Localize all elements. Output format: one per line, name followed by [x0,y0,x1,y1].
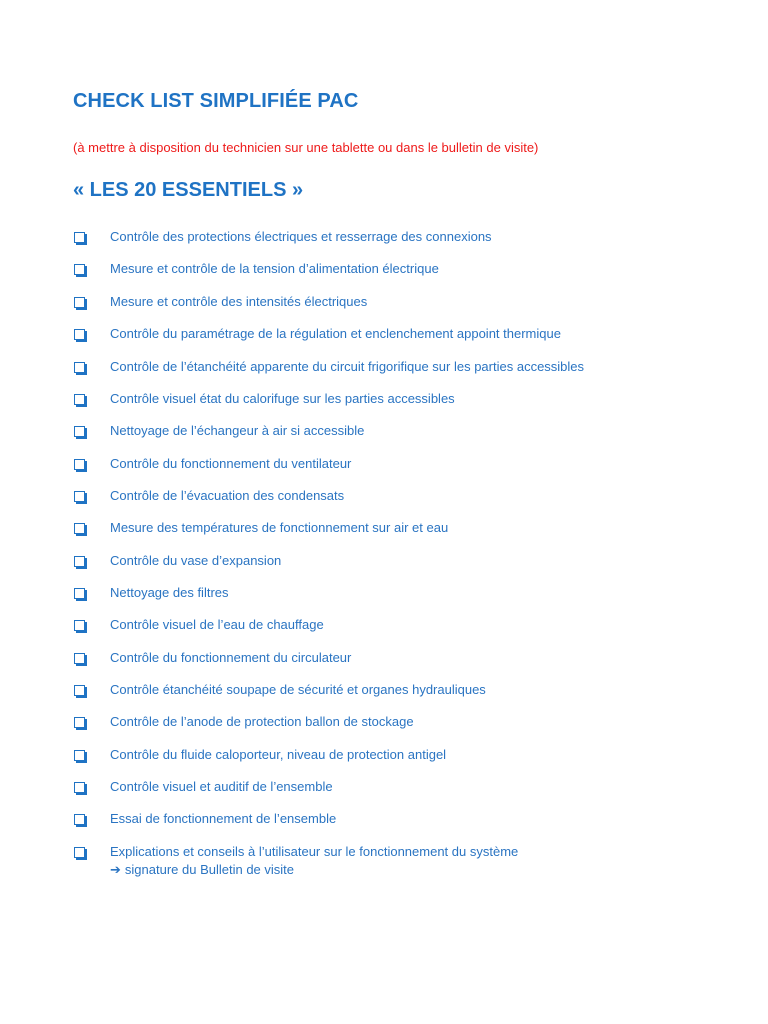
checkbox-icon[interactable] [74,814,85,825]
checkbox-icon[interactable] [74,717,85,728]
checklist-item-label: Nettoyage des filtres [110,585,229,600]
checklist-item-label: Contrôle visuel état du calorifuge sur les parties accessibles [110,391,455,406]
checklist-item-label: Contrôle du paramétrage de la régulation et enclenchement appoint thermique [110,326,561,341]
checklist-item [73,260,693,280]
checkbox-icon[interactable] [74,653,85,664]
checkbox-icon[interactable] [74,362,85,373]
checkbox-icon[interactable] [74,750,85,761]
checklist-item [73,649,693,669]
checklist-item-label: Mesure et contrôle des intensités électriques [110,294,368,309]
checklist-item [73,616,693,636]
checklist-item [73,293,693,313]
checkbox-icon[interactable] [74,523,85,534]
checklist-item [73,584,693,604]
checklist-item-note [110,861,294,879]
checkbox-icon[interactable] [74,556,85,567]
checkbox-icon[interactable] [74,620,85,631]
checklist-item-label: Contrôle de l’évacuation des condensats [110,488,345,503]
checklist-item-label: Explications et conseils à l’utilisateur sur le fonctionnement du système [110,844,519,859]
checklist-item-label: Contrôle visuel de l’eau de chauffage [110,617,324,632]
document-subtitle: (à mettre à disposition du technicien sur une tablette ou dans le bulletin de visite) [73,140,539,155]
checkbox-icon[interactable] [74,588,85,599]
checkbox-icon[interactable] [74,394,85,405]
checkbox-icon[interactable] [74,426,85,437]
checklist-item-label: Contrôle de l’étanchéité apparente du circuit frigorifique sur les parties accessibles [110,359,585,374]
checklist-item [73,422,693,442]
checklist-item-label: Contrôle du fluide caloporteur, niveau de protection antigel [110,747,447,762]
checkbox-icon[interactable] [74,847,85,858]
checklist-item-label: Mesure des températures de fonctionnement sur air et eau [110,520,449,535]
checklist-item-label: Nettoyage de l’échangeur à air si accessible [110,423,365,438]
checklist-item [73,810,693,830]
checkbox-icon[interactable] [74,459,85,470]
checklist-item-label: Mesure et contrôle de la tension d’alimentation électrique [110,261,439,276]
checklist-item-label: Contrôle du fonctionnement du circulateur [110,650,352,665]
checkbox-icon[interactable] [74,329,85,340]
checklist-item-label: Contrôle de l’anode de protection ballon de stockage [110,714,414,729]
checklist-item [73,843,693,883]
checklist-item-label: Contrôle visuel et auditif de l’ensemble [110,779,333,794]
checklist-item-label: Contrôle du vase d’expansion [110,553,282,568]
checklist-item [73,778,693,798]
checkbox-icon[interactable] [74,232,85,243]
checklist-item [73,228,693,248]
checklist-item-label: Contrôle étanchéité soupape de sécurité et organes hydrauliques [110,682,486,697]
checklist-item [73,552,693,572]
checklist-item [73,325,693,345]
checklist-item [73,713,693,733]
right-arrow-icon: ➔ [110,862,121,877]
document-title: CHECK LIST SIMPLIFIÉE PAC [73,90,359,112]
checklist-item [73,519,693,539]
checklist-item [73,681,693,701]
checklist-item [73,358,693,378]
checkbox-icon[interactable] [74,782,85,793]
checklist-item-label: Contrôle du fonctionnement du ventilateur [110,456,352,471]
checkbox-icon[interactable] [74,264,85,275]
checklist-item-note-text: signature du Bulletin de visite [124,862,295,877]
checklist-item [73,487,693,507]
checkbox-icon[interactable] [74,491,85,502]
checkbox-icon[interactable] [74,297,85,308]
checklist-item [73,390,693,410]
checklist-item-label: Contrôle des protections électriques et resserrage des connexions [110,229,492,244]
checklist-item [73,455,693,475]
checklist-item-label: Essai de fonctionnement de l’ensemble [110,811,337,826]
checklist-item [73,746,693,766]
section-title: « LES 20 ESSENTIELS » [73,179,304,201]
checkbox-icon[interactable] [74,685,85,696]
